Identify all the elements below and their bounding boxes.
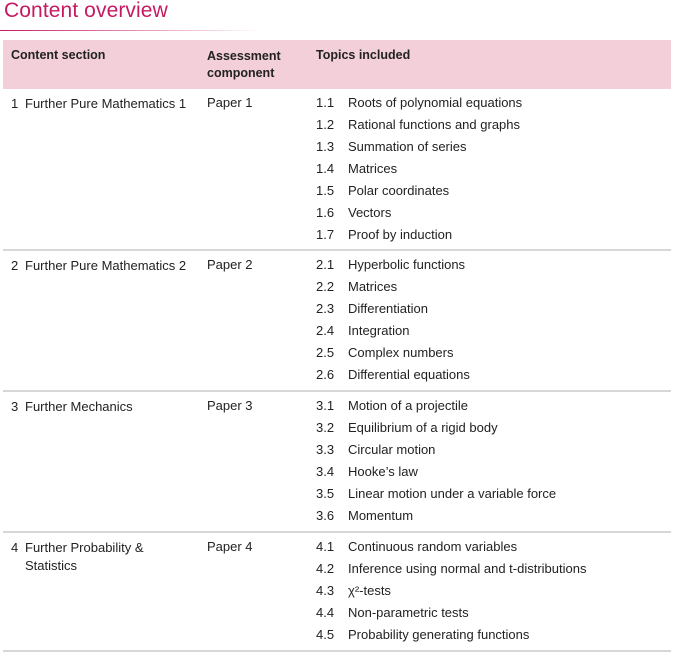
- assessment-cell: Paper 4: [207, 539, 253, 554]
- topic-item: [316, 322, 666, 344]
- topic-label: χ²-tests: [348, 583, 391, 598]
- section-cell: [11, 398, 201, 416]
- section-name: Further Pure Mathematics 1: [25, 96, 187, 111]
- topic-label: Linear motion under a variable force: [348, 486, 557, 501]
- topic-label: Matrices: [348, 279, 398, 294]
- topic-number: 3.4: [316, 464, 335, 479]
- topic-number: 2.4: [316, 323, 335, 338]
- topic-label: Momentum: [348, 508, 414, 523]
- header-topics-included: Topics included: [316, 48, 411, 62]
- table-row: [3, 392, 671, 533]
- topic-label: Hooke’s law: [348, 464, 418, 479]
- topic-item: [316, 226, 666, 248]
- topic-number: 2.2: [316, 279, 335, 294]
- topic-item: [316, 604, 666, 626]
- topic-item: [316, 485, 666, 507]
- topic-label: Roots of polynomial equations: [348, 95, 523, 110]
- page-title: Content overview: [4, 0, 168, 22]
- topic-number: 2.3: [316, 301, 335, 316]
- topic-item: [316, 116, 666, 138]
- header-assessment-component: Assessment component: [207, 49, 281, 80]
- assessment-cell: Paper 1: [207, 95, 253, 110]
- topic-number: 1.5: [316, 183, 335, 198]
- assessment-cell: Paper 3: [207, 398, 253, 413]
- topic-label: Continuous random variables: [348, 539, 518, 554]
- topic-label: Integration: [348, 323, 410, 338]
- topic-label: Circular motion: [348, 442, 436, 457]
- title-underline: [0, 30, 262, 31]
- topic-label: Probability generating functions: [348, 627, 530, 642]
- topic-label: Differential equations: [348, 367, 470, 382]
- section-name: Further Probability & Statistics: [25, 540, 144, 573]
- content-table: [3, 40, 671, 652]
- topic-number: 3.3: [316, 442, 335, 457]
- section-cell: [11, 539, 201, 575]
- section-number: 3: [11, 399, 19, 414]
- topic-number: 1.2: [316, 117, 335, 132]
- topics-cell: [316, 256, 666, 388]
- topic-item: [316, 300, 666, 322]
- topic-item: [316, 278, 666, 300]
- section-number: 2: [11, 258, 19, 273]
- topic-label: Differentiation: [348, 301, 428, 316]
- table-row: [3, 533, 671, 652]
- topic-number: 3.2: [316, 420, 335, 435]
- section-cell: [11, 95, 201, 113]
- topic-item: [316, 419, 666, 441]
- topic-label: Complex numbers: [348, 345, 454, 360]
- topic-label: Polar coordinates: [348, 183, 450, 198]
- topic-item: [316, 94, 666, 116]
- topic-number: 4.2: [316, 561, 335, 576]
- topic-number: 3.5: [316, 486, 335, 501]
- table-row: [3, 89, 671, 251]
- topic-item: [316, 441, 666, 463]
- topic-label: Rational functions and graphs: [348, 117, 521, 132]
- topic-item: [316, 204, 666, 226]
- topic-label: Motion of a projectile: [348, 398, 468, 413]
- topic-number: 1.1: [316, 95, 335, 110]
- topic-number: 4.5: [316, 627, 335, 642]
- section-name: Further Pure Mathematics 2: [25, 258, 187, 273]
- topic-number: 4.3: [316, 583, 335, 598]
- topic-item: [316, 463, 666, 485]
- topic-item: [316, 397, 666, 419]
- topic-item: [316, 582, 666, 604]
- topics-cell: [316, 538, 666, 648]
- topic-number: 1.7: [316, 227, 335, 242]
- topic-number: 2.5: [316, 345, 335, 360]
- topic-label: Summation of series: [348, 139, 467, 154]
- topic-item: [316, 344, 666, 366]
- topic-number: 1.6: [316, 205, 335, 220]
- topic-number: 1.4: [316, 161, 335, 176]
- topic-item: [316, 366, 666, 388]
- topic-number: 4.1: [316, 539, 335, 554]
- header-content-section: Content section: [11, 48, 106, 62]
- topic-label: Matrices: [348, 161, 398, 176]
- topic-number: 3.6: [316, 508, 335, 523]
- topic-item: [316, 538, 666, 560]
- section-number: 4: [11, 540, 19, 555]
- topics-cell: [316, 397, 666, 529]
- topic-item: [316, 256, 666, 278]
- topic-number: 1.3: [316, 139, 335, 154]
- topic-item: [316, 560, 666, 582]
- topic-number: 4.4: [316, 605, 335, 620]
- section-name: Further Mechanics: [25, 399, 133, 414]
- topic-label: Equilibrium of a rigid body: [348, 420, 498, 435]
- topic-label: Inference using normal and t-distributions: [348, 561, 587, 576]
- topic-label: Hyperbolic functions: [348, 257, 466, 272]
- topic-item: [316, 507, 666, 529]
- topic-item: [316, 138, 666, 160]
- topic-label: Proof by induction: [348, 227, 453, 242]
- section-cell: [11, 257, 201, 275]
- topic-label: Vectors: [348, 205, 392, 220]
- table-header: [3, 40, 671, 89]
- topics-cell: [316, 94, 666, 248]
- topic-item: [316, 160, 666, 182]
- topic-item: [316, 182, 666, 204]
- topic-number: 2.6: [316, 367, 335, 382]
- topic-number: 3.1: [316, 398, 335, 413]
- topic-label: Non-parametric tests: [348, 605, 469, 620]
- table-row: [3, 251, 671, 392]
- assessment-cell: Paper 2: [207, 257, 253, 272]
- topic-number: 2.1: [316, 257, 335, 272]
- section-number: 1: [11, 96, 19, 111]
- topic-item: [316, 626, 666, 648]
